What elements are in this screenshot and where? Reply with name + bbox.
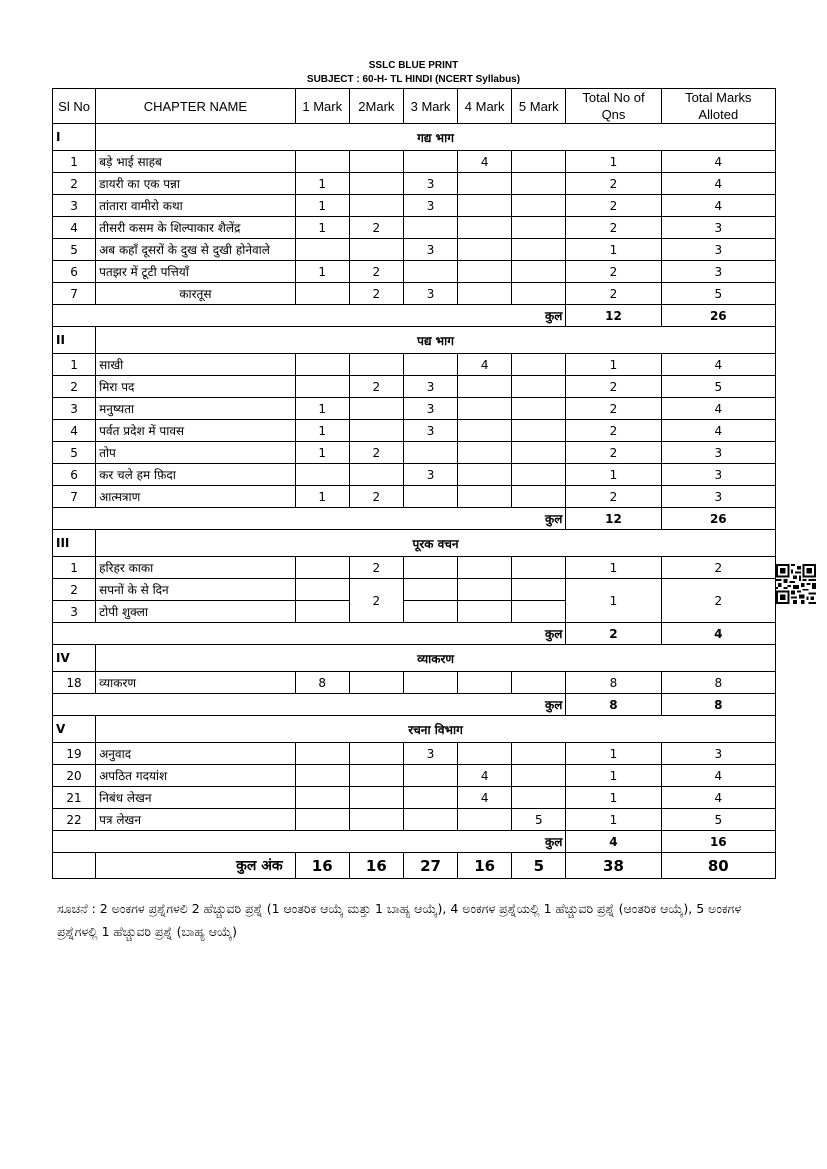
- header-total-qns: Total No of Qns: [566, 89, 661, 124]
- section-total-qns: 12: [566, 305, 661, 327]
- row-chapter-name: पत्र लेखन: [96, 809, 296, 831]
- row-chapter-name: व्याकरण: [96, 672, 296, 694]
- row-1mark: [295, 464, 349, 486]
- row-2mark: 2: [349, 376, 403, 398]
- table-row: [53, 354, 776, 376]
- row-sl: 22: [53, 809, 96, 831]
- row-total-marks: 3: [661, 743, 775, 765]
- section-total-marks: 4: [661, 623, 775, 645]
- row-sl: 3: [53, 195, 96, 217]
- table-row: [53, 557, 776, 579]
- row-sl: 21: [53, 787, 96, 809]
- row-5mark: [512, 420, 566, 442]
- row-1mark: 1: [295, 217, 349, 239]
- row-5mark: [512, 261, 566, 283]
- section-total-row: [53, 831, 776, 853]
- grand-total-1mark: 16: [295, 853, 349, 879]
- row-sl: 3: [53, 601, 96, 623]
- row-total-qns: 2: [566, 217, 661, 239]
- row-total-qns: 2: [566, 398, 661, 420]
- row-4mark: [458, 486, 512, 508]
- table-row: [53, 239, 776, 261]
- row-5mark: [512, 787, 566, 809]
- row-2mark: [349, 672, 403, 694]
- row-total-qns: 1: [566, 743, 661, 765]
- row-total-qns: 1: [566, 557, 661, 579]
- document-title: SSLC BLUE PRINT: [368, 60, 459, 71]
- section-total-row: [53, 305, 776, 327]
- row-5mark: [512, 217, 566, 239]
- row-2mark: [349, 151, 403, 173]
- table-row: [53, 195, 776, 217]
- merged-2mark: 2: [349, 579, 403, 623]
- row-total-marks: 5: [661, 809, 775, 831]
- table-row: [53, 283, 776, 305]
- row-chapter-name: पर्वत प्रदेश में पावस: [96, 420, 296, 442]
- row-total-qns: 1: [566, 354, 661, 376]
- row-1mark: [295, 239, 349, 261]
- section-total-label: कुल: [53, 305, 566, 327]
- row-2mark: 2: [349, 442, 403, 464]
- header-chapter: CHAPTER NAME: [96, 89, 296, 124]
- row-3mark: [403, 354, 457, 376]
- instruction-note: ಸೂಚನೆ : 2 ಅಂಕಗಳ ಪ್ರಶ್ನೆಗಳಲಿ 2 ಹೆಚ್ಚುವರಿ ಪ್ರಶ್ನೆ (1 ಆಂತರಿಕ ಆಯ್ಕೆ ಮತ್ತು 1 ಬಾಹ್ಯ ಆಯ್ಕೆ), 4 ಅಂಕಗಳ ಪ್ರಶ್ನೆಯಲ್ಲಿ 1 ಹೆಚ್ಚುವರಿ ಪ್ರಶ್ನೆ (ಆಂತರಿಕ ಆಯ್ಕೆ), 5 ಅಂಕಗಳ ಪ್ರಶ್ನೆಗಳಲ್ಲಿ 1 ಹೆಚ್ಚುವರಿ ಪ್ರಶ್ನೆ (ಬಾಹ್ಯ ಆಯ್ಕೆ): [57, 901, 742, 939]
- row-2mark: [349, 743, 403, 765]
- row-1mark: 1: [295, 442, 349, 464]
- row-1mark: [295, 743, 349, 765]
- row-5mark: [512, 486, 566, 508]
- row-2mark: 2: [349, 486, 403, 508]
- section-total-marks: 26: [661, 305, 775, 327]
- table-row: [53, 261, 776, 283]
- row-3mark: [403, 787, 457, 809]
- row-5mark: [512, 354, 566, 376]
- row-chapter-name: कारतूस: [96, 283, 296, 305]
- section-title: पूरक वचन: [96, 530, 776, 557]
- row-2mark: 2: [349, 217, 403, 239]
- header-5mark: 5 Mark: [512, 89, 566, 124]
- row-3mark: 3: [403, 464, 457, 486]
- section-number: V: [53, 716, 96, 743]
- row-4mark: 4: [458, 765, 512, 787]
- row-2mark: [349, 787, 403, 809]
- row-3mark: 3: [403, 743, 457, 765]
- row-2mark: [349, 420, 403, 442]
- row-chapter-name: तोप: [96, 442, 296, 464]
- row-total-marks: 3: [661, 239, 775, 261]
- row-3mark: [403, 765, 457, 787]
- row-5mark: [512, 151, 566, 173]
- row-sl: 7: [53, 486, 96, 508]
- row-sl: 4: [53, 420, 96, 442]
- section-total-qns: 2: [566, 623, 661, 645]
- row-2mark: [349, 195, 403, 217]
- section-title: पद्य भाग: [96, 327, 776, 354]
- section-total-label: कुल: [53, 831, 566, 853]
- section-header: [53, 645, 776, 672]
- row-total-marks: 4: [661, 173, 775, 195]
- section-number: III: [53, 530, 96, 557]
- row-1mark: 1: [295, 261, 349, 283]
- table-row: [53, 672, 776, 694]
- section-total-qns: 8: [566, 694, 661, 716]
- section-total-row: [53, 623, 776, 645]
- row-4mark: [458, 376, 512, 398]
- row-2mark: 2: [349, 261, 403, 283]
- row-5mark: [512, 239, 566, 261]
- row-1mark: [295, 376, 349, 398]
- row-1mark: [295, 151, 349, 173]
- row-sl: 18: [53, 672, 96, 694]
- row-2mark: [349, 398, 403, 420]
- table-row: [53, 442, 776, 464]
- row-total-qns: 2: [566, 195, 661, 217]
- row-4mark: 4: [458, 151, 512, 173]
- grand-total-marks: 80: [661, 853, 775, 879]
- row-total-marks: 4: [661, 354, 775, 376]
- header-4mark: 4 Mark: [458, 89, 512, 124]
- row-total-marks: 4: [661, 398, 775, 420]
- row-total-qns: 1: [566, 239, 661, 261]
- table-row: [53, 420, 776, 442]
- section-total-row: [53, 694, 776, 716]
- row-3mark: 3: [403, 376, 457, 398]
- row-chapter-name: मिरा पद: [96, 376, 296, 398]
- row-total-marks: 4: [661, 765, 775, 787]
- row-total-marks: 2: [661, 557, 775, 579]
- section-header: [53, 124, 776, 151]
- row-1mark: [295, 787, 349, 809]
- row-5mark: [512, 376, 566, 398]
- row-4mark: [458, 672, 512, 694]
- row-1mark: 1: [295, 173, 349, 195]
- row-total-qns: 2: [566, 376, 661, 398]
- row-sl: 5: [53, 442, 96, 464]
- header-total-marks: Total Marks Alloted: [661, 89, 775, 124]
- grand-total-3mark: 27: [403, 853, 457, 879]
- row-total-marks: 4: [661, 151, 775, 173]
- table-row: [53, 173, 776, 195]
- header-3mark: 3 Mark: [403, 89, 457, 124]
- row-1mark: 1: [295, 486, 349, 508]
- row-chapter-name: पतझर में टूटी पत्तियाँ: [96, 261, 296, 283]
- row-1mark: 1: [295, 420, 349, 442]
- row-sl: 2: [53, 173, 96, 195]
- row-sl: 4: [53, 217, 96, 239]
- row-3mark: 3: [403, 283, 457, 305]
- row-1mark: [295, 354, 349, 376]
- table-row: [53, 743, 776, 765]
- row-4mark: [458, 173, 512, 195]
- row-chapter-name: अनुवाद: [96, 743, 296, 765]
- row-1mark: 1: [295, 195, 349, 217]
- table-row: [53, 486, 776, 508]
- row-total-marks: 3: [661, 217, 775, 239]
- row-2mark: 2: [349, 557, 403, 579]
- row-chapter-name: अब कहाँ दूसरों के दुख से दुखी होनेवाले: [96, 239, 296, 261]
- row-sl: 1: [53, 557, 96, 579]
- row-total-marks: 3: [661, 261, 775, 283]
- header-1mark: 1 Mark: [295, 89, 349, 124]
- merged-total-marks: 2: [661, 579, 775, 623]
- section-total-row: [53, 508, 776, 530]
- section-total-qns: 12: [566, 508, 661, 530]
- row-2mark: [349, 354, 403, 376]
- grand-total-2mark: 16: [349, 853, 403, 879]
- table-row: [53, 464, 776, 486]
- row-3mark: [403, 809, 457, 831]
- row-5mark: [512, 173, 566, 195]
- table-row: [53, 376, 776, 398]
- row-5mark: [512, 283, 566, 305]
- row-2mark: [349, 239, 403, 261]
- row-3mark: 3: [403, 398, 457, 420]
- row-3mark: [403, 151, 457, 173]
- section-header: [53, 327, 776, 354]
- section-total-marks: 26: [661, 508, 775, 530]
- row-chapter-name: कर चले हम फ़िदा: [96, 464, 296, 486]
- section-number: II: [53, 327, 96, 354]
- row-chapter-name: सपनों के से दिन: [96, 579, 296, 601]
- section-total-label: कुल: [53, 508, 566, 530]
- row-4mark: [458, 283, 512, 305]
- row-sl: 19: [53, 743, 96, 765]
- table-row: [53, 765, 776, 787]
- section-title: गद्य भाग: [96, 124, 776, 151]
- row-total-marks: 4: [661, 420, 775, 442]
- row-chapter-name: टोपी शुक्ला: [96, 601, 296, 623]
- row-total-marks: 3: [661, 486, 775, 508]
- row-3mark: [403, 486, 457, 508]
- row-4mark: [458, 442, 512, 464]
- row-total-qns: 2: [566, 283, 661, 305]
- table-row: [53, 809, 776, 831]
- row-1mark: 1: [295, 398, 349, 420]
- section-total-marks: 8: [661, 694, 775, 716]
- row-total-qns: 2: [566, 173, 661, 195]
- row-chapter-name: डायरी का एक पन्ना: [96, 173, 296, 195]
- row-2mark: [349, 765, 403, 787]
- row-chapter-name: तांतारा वामीरो कथा: [96, 195, 296, 217]
- row-sl: 20: [53, 765, 96, 787]
- row-4mark: [458, 464, 512, 486]
- row-chapter-name: अपठित गदयांश: [96, 765, 296, 787]
- section-total-label: कुल: [53, 694, 566, 716]
- row-sl: 3: [53, 398, 96, 420]
- row-total-marks: 5: [661, 283, 775, 305]
- row-5mark: 5: [512, 809, 566, 831]
- row-4mark: 4: [458, 787, 512, 809]
- row-1mark: [295, 283, 349, 305]
- row-total-qns: 2: [566, 486, 661, 508]
- row-total-marks: 3: [661, 442, 775, 464]
- row-4mark: 4: [458, 354, 512, 376]
- row-chapter-name: तीसरी कसम के शिल्पाकार शैलेंद्र: [96, 217, 296, 239]
- row-total-marks: 8: [661, 672, 775, 694]
- row-chapter-name: साखी: [96, 354, 296, 376]
- row-total-qns: 1: [566, 787, 661, 809]
- row-total-marks: 3: [661, 464, 775, 486]
- section-header: [53, 716, 776, 743]
- row-3mark: 3: [403, 195, 457, 217]
- row-5mark: [512, 442, 566, 464]
- grand-total-4mark: 16: [458, 853, 512, 879]
- row-total-qns: 8: [566, 672, 661, 694]
- table-row: [53, 787, 776, 809]
- row-sl: 1: [53, 151, 96, 173]
- row-2mark: [349, 464, 403, 486]
- row-sl: 2: [53, 579, 96, 601]
- row-4mark: [458, 743, 512, 765]
- row-sl: 5: [53, 239, 96, 261]
- row-chapter-name: मनुष्यता: [96, 398, 296, 420]
- row-1mark: [295, 809, 349, 831]
- row-5mark: [512, 765, 566, 787]
- section-number: IV: [53, 645, 96, 672]
- section-total-marks: 16: [661, 831, 775, 853]
- blueprint-table: [52, 88, 776, 879]
- row-total-qns: 1: [566, 151, 661, 173]
- row-5mark: [512, 464, 566, 486]
- qr-code-icon: [776, 564, 816, 604]
- row-sl: 2: [53, 376, 96, 398]
- table-row: [53, 398, 776, 420]
- table-row: [53, 151, 776, 173]
- row-3mark: 3: [403, 420, 457, 442]
- section-number: I: [53, 124, 96, 151]
- row-chapter-name: हरिहर काका: [96, 557, 296, 579]
- merged-total-qns: 1: [566, 579, 661, 623]
- grand-total-row: [53, 853, 776, 879]
- row-chapter-name: आत्मत्राण: [96, 486, 296, 508]
- row-sl: 7: [53, 283, 96, 305]
- row-4mark: [458, 217, 512, 239]
- row-4mark: [458, 809, 512, 831]
- table-row: [53, 217, 776, 239]
- row-3mark: 3: [403, 173, 457, 195]
- row-total-qns: 1: [566, 464, 661, 486]
- grand-total-5mark: 5: [512, 853, 566, 879]
- row-5mark: [512, 743, 566, 765]
- row-total-qns: 1: [566, 765, 661, 787]
- row-2mark: [349, 173, 403, 195]
- row-2mark: 2: [349, 283, 403, 305]
- row-sl: 1: [53, 354, 96, 376]
- header-row: [53, 89, 776, 124]
- row-2mark: [349, 809, 403, 831]
- row-4mark: [458, 195, 512, 217]
- row-4mark: [458, 398, 512, 420]
- row-chapter-name: निबंध लेखन: [96, 787, 296, 809]
- section-total-label: कुल: [53, 623, 566, 645]
- section-title: रचना विभाग: [96, 716, 776, 743]
- table-row: [53, 579, 776, 601]
- row-3mark: [403, 261, 457, 283]
- row-1mark: 8: [295, 672, 349, 694]
- header-2mark: 2Mark: [349, 89, 403, 124]
- row-total-qns: 2: [566, 261, 661, 283]
- row-3mark: [403, 672, 457, 694]
- row-total-marks: 4: [661, 787, 775, 809]
- row-sl: 6: [53, 261, 96, 283]
- section-title: व्याकरण: [96, 645, 776, 672]
- row-total-qns: 1: [566, 809, 661, 831]
- row-total-marks: 5: [661, 376, 775, 398]
- grand-total-label: कुल अंक: [96, 853, 296, 879]
- header-sl: Sl No: [53, 89, 96, 124]
- row-total-qns: 2: [566, 442, 661, 464]
- row-chapter-name: बड़े भाई साहब: [96, 151, 296, 173]
- row-3mark: [403, 442, 457, 464]
- section-total-qns: 4: [566, 831, 661, 853]
- grand-total-qns: 38: [566, 853, 661, 879]
- row-total-qns: 2: [566, 420, 661, 442]
- row-3mark: 3: [403, 239, 457, 261]
- document-subtitle: SUBJECT : 60-H- TL HINDI (NCERT Syllabus): [306, 74, 521, 85]
- row-4mark: [458, 261, 512, 283]
- row-5mark: [512, 672, 566, 694]
- row-5mark: [512, 195, 566, 217]
- row-4mark: [458, 239, 512, 261]
- row-3mark: [403, 217, 457, 239]
- section-header: [53, 530, 776, 557]
- row-total-marks: 4: [661, 195, 775, 217]
- row-sl: 6: [53, 464, 96, 486]
- row-1mark: [295, 765, 349, 787]
- row-5mark: [512, 398, 566, 420]
- row-4mark: [458, 420, 512, 442]
